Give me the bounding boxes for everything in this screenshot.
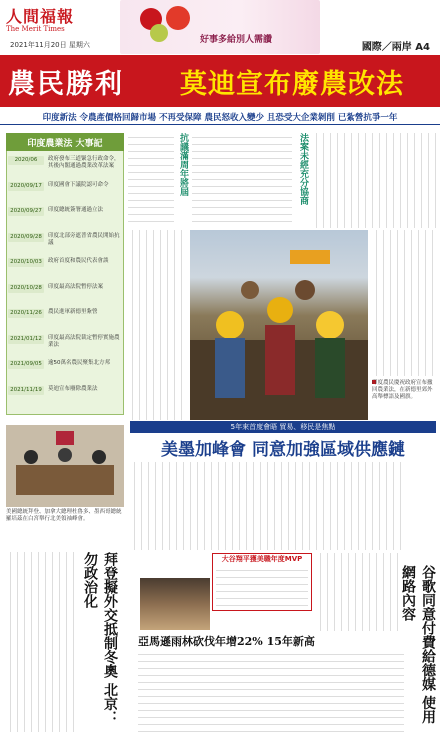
timeline-date: 2020/11/26 — [8, 309, 44, 318]
timeline-row — [8, 386, 122, 410]
timeline-row — [8, 182, 122, 206]
story1-body-text-block — [312, 133, 436, 228]
timeline-row — [8, 233, 122, 257]
newspaper-logo: 人間福報 — [6, 7, 75, 26]
story2-body-text-block — [130, 462, 406, 550]
timeline-row — [8, 360, 122, 384]
story1-body-text-block — [128, 133, 174, 228]
timeline-row — [8, 335, 122, 359]
apple-icon — [166, 6, 190, 30]
section-label: 國際／兩岸 A4 — [361, 42, 430, 53]
story1-vertical-head-b: 法案未經充分協商 — [298, 133, 308, 205]
timeline-title: 印度農業法 大事記 — [6, 133, 124, 151]
timeline-text: 逾50萬名農民聚集北方邦 — [48, 360, 110, 366]
timeline-date: 2021/09/05 — [8, 360, 44, 369]
banner-slogan: 好事多給別人需讚 — [200, 35, 273, 45]
rainforest-photo — [140, 578, 210, 630]
main-photo-caption: 印度農民慶祝政府宣布撤回農業法，在新德里郊外高舉標語及國旗。 — [372, 380, 433, 400]
story1-vertical-head-a: 抗議滿周年將屆 — [178, 133, 188, 196]
timeline-text: 莫迪宣布廢除農業法 — [48, 385, 98, 392]
timeline-text: 印度國會下議院認可命令 — [48, 181, 109, 188]
timeline-row — [8, 309, 122, 333]
timeline-row — [8, 156, 122, 180]
timeline-date: 2020/10/03 — [8, 258, 44, 267]
timeline-text: 印度最高法院暫停法案 — [48, 283, 104, 290]
story1-body-text-block — [128, 230, 188, 420]
story1-body-text-block — [192, 133, 292, 228]
rainforest-body-text-block — [138, 650, 404, 732]
timeline-text: 農民進軍新德里紮營 — [48, 309, 98, 315]
timeline-row — [8, 207, 122, 231]
issue-date: 2021年11月20日 星期六 — [10, 41, 90, 49]
subheadline: 印度新法 令農產價格回歸市場 不再受保障 農民怒收入變少 且恐受大企業剝削 已紮營抗爭一年 — [0, 107, 440, 125]
timeline-text: 政府發布三道緊急行政命令，其後內閣通過農業改革法案 — [48, 156, 120, 169]
timeline-text: 印度最高法院裁定暫停實施農業法 — [48, 334, 120, 348]
summit-photo — [6, 425, 124, 507]
headline-part2: 莫迪宣布廢農改法 — [180, 69, 404, 100]
story1-body-text-block — [372, 230, 436, 376]
story3-vertical-head: 谷歌同意付費給德媒 使用網路內容 — [400, 565, 436, 724]
timeline-date: 2020/06 — [8, 156, 44, 165]
summit-photo-illustration — [6, 425, 124, 507]
farmers-celebration-photo — [190, 230, 368, 420]
story2-body-text-block — [316, 553, 404, 631]
mvp-sidebar-text — [216, 566, 308, 608]
summit-photo-caption: 美國總統拜登、加拿大總理杜魯多、墨西哥總統羅培茲在白宮舉行北美領袖峰會。 — [6, 509, 122, 522]
story2-vertical-head: 拜登擬外交抵制冬奧 北京：勿政治化 — [82, 552, 118, 725]
mvp-sidebar-title: 大谷翔平獲美職年度MVP — [221, 555, 303, 563]
pear-icon — [150, 24, 168, 42]
story2-strip: 5年來首度會晤 貿易、移民是焦點 — [130, 421, 436, 433]
timeline-row — [8, 258, 122, 282]
story2-headline: 美墨加峰會 同意加強區域供應鏈 — [161, 440, 405, 460]
timeline-date: 2020/09/17 — [8, 182, 44, 191]
timeline-date: 2020/10/28 — [8, 284, 44, 293]
story2-body-text-block — [6, 552, 78, 732]
rainforest-headline: 亞馬遜雨林砍伐年增22% 15年新高 — [138, 635, 315, 648]
farmers-photo-illustration — [190, 230, 368, 420]
timeline-date: 2020/09/28 — [8, 233, 44, 242]
timeline-text: 印度北部旁遮普省農民開始抗議 — [48, 232, 120, 246]
timeline-date: 2021/11/19 — [8, 386, 44, 395]
headline-part1: 農民勝利 — [8, 69, 124, 100]
timeline-row — [8, 284, 122, 308]
timeline-text: 政府首度和農民代表會談 — [48, 258, 109, 264]
timeline-text: 印度總統簽署通過立法 — [48, 207, 104, 213]
timeline-date: 2021/01/12 — [8, 335, 44, 344]
newspaper-english-name: The Merit Times — [6, 25, 65, 33]
timeline-date: 2020/09/27 — [8, 207, 44, 216]
